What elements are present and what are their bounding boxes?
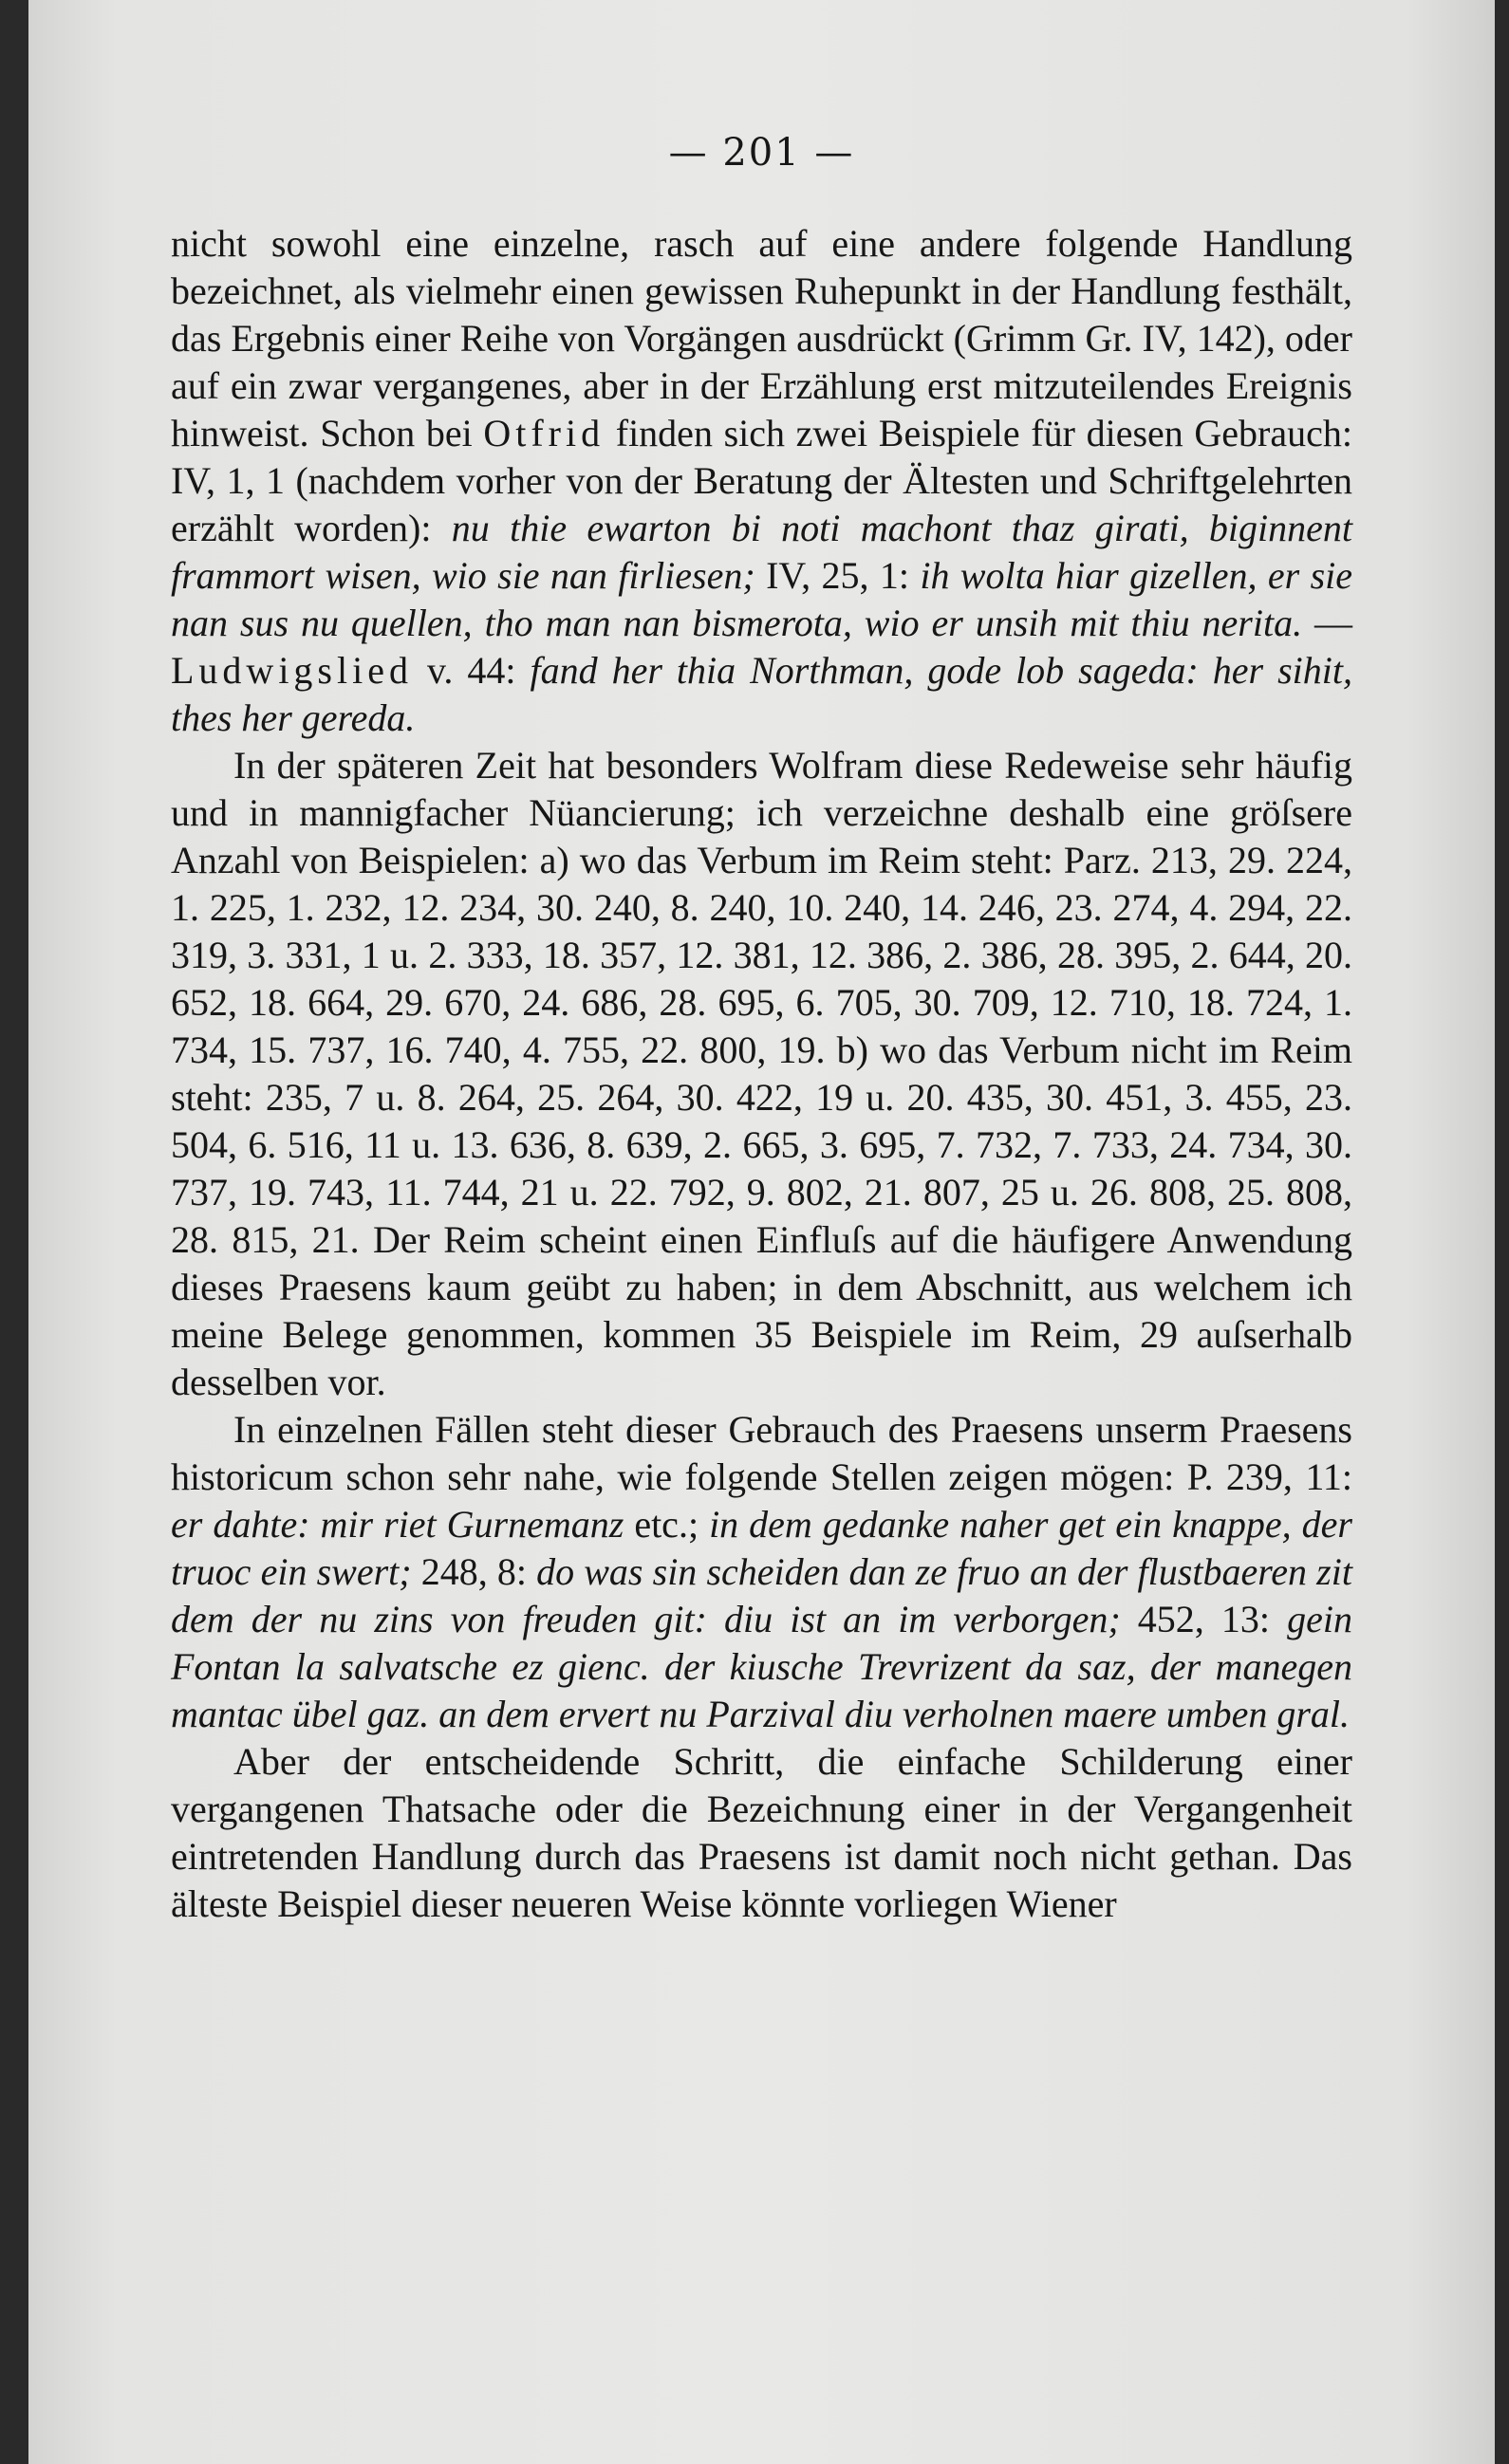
book-page [28, 0, 1495, 2464]
text-run: finden sich zwei Beispiele für diesen Gebrauch: IV, 1, 1 (nachdem vorher von der Beratung der Ältesten und Schriftgelehrten erzählt worden): [171, 412, 1352, 549]
text-run: 248, 8: [411, 1550, 537, 1593]
text-run: etc.; [624, 1503, 710, 1546]
text-run: — [1302, 602, 1353, 644]
text-run: In einzelnen Fällen steht dieser Gebrauch des Praesens unserm Praesens historicum schon sehr nahe, wie folgende Stellen zeigen mögen: P. 239, 11: [171, 1408, 1352, 1498]
quotation: do was sin scheiden dan ze fruo an der flustbaeren zit dem der nu zins von freuden git: diu ist an im verborgen; [171, 1550, 1352, 1640]
text-run: In der späteren Zeit hat besonders Wolfram diese Redeweise sehr häufig und in mannigfacher Nüancierung; ich verzeichne deshalb eine gröſsere Anzahl von Beispielen: a) wo das Verbum im Reim steht: Parz. 213, 29. 224, 1. 225, 1. 232, 12. 234, 30. 240, 8. 240, 10. 240, 14. 246, 23. 274, 4. 294, 22. 319, 3. 331, 1 u. 2. 333, 18. 357, 12. 381, 12. 386, 2. 386, 28. 395, 2. 644, 20. 652, 18. 664, 29. 670, 24. 686, 28. 695, 6. 705, 30. 709, 12. 710, 18. 724, 1. 734, 15. 737, 16. 740, 4. 755, 22. 800, 19. b) wo das Verbum nicht im Reim steht: 235, 7 u. 8. 264, 25. 264, 30. 422, 19 u. 20. 435, 30. 451, 3. 455, 23. 504, 6. 516, 11 u. 13. 636, 8. 639, 2. 665, 3. 695, 7. 732, 7. 733, 24. 734, 30. 737, 19. 743, 11. 744, 21 u. 22. 792, 9. 802, 21. 807, 25 u. 26. 808, 25. 808, 28. 815, 21. Der Reim scheint einen Einfluſs auf die häufigere Anwendung dieses Praesens kaum geübt zu haben; in dem Abschnitt, aus welchem ich meine Belege genommen, kommen 35 Beispiele im Reim, 29 auſserhalb desselben vor. [171, 744, 1352, 1403]
paragraph-1 [171, 220, 1352, 742]
text-run: Aber der entscheidende Schritt, die einfache Schilderung einer vergangenen Thatsache oder die Bezeichnung einer in der Vergangenheit eintretenden Handlung durch das Praesens ist damit noch nicht gethan. Das älteste Beispiel dieser neueren Weise könnte vorliegen Wiener [171, 1740, 1352, 1925]
quotation: gein Fontan la salvatsche ez gienc. der kiusche Trevrizent da saz, der manegen mantac übel gaz. an dem ervert nu Parzival diu verholnen maere umben gral. [171, 1598, 1352, 1735]
quotation: er dahte: mir riet Gurnemanz [171, 1503, 624, 1546]
paragraph-2 [171, 742, 1352, 1406]
text-run: nicht sowohl eine einzelne, rasch auf eine andere folgende Handlung bezeichnet, als vielmehr einen gewissen Ruhepunkt in der Handlung festhält, das Ergebnis einer Reihe von Vorgängen ausdrückt (Grimm Gr. IV, 142), oder auf ein zwar vergangenes, aber in der Erzählung erst mitzuteilendes Ereignis hinweist. Schon bei [171, 222, 1352, 454]
text-run: v. 44: [412, 649, 531, 692]
quotation: nu thie ewarton bi noti machont thaz girati, biginnent frammort wisen, wio sie nan firliesen; [171, 507, 1353, 597]
work-title-ludwigslied: Ludwigslied [171, 649, 413, 692]
body-text [171, 220, 1352, 1928]
author-name-otfrid: Otfrid [483, 412, 605, 454]
text-run: IV, 25, 1: [754, 554, 921, 597]
paragraph-4 [171, 1738, 1352, 1928]
page-number: — 201 — [668, 131, 855, 175]
text-run: 452, 13: [1120, 1598, 1288, 1640]
quotation: in dem gedanke naher get ein knappe, der truoc ein swert; [171, 1503, 1353, 1593]
paragraph-3 [171, 1406, 1352, 1738]
quotation: ih wolta hiar gizellen, er sie nan sus nu quellen, tho man nan bismerota, wio er unsih mit thiu nerita. [171, 554, 1353, 644]
quotation: fand her thia Northman, gode lob sageda: her sihit, thes her gereda. [171, 649, 1353, 739]
